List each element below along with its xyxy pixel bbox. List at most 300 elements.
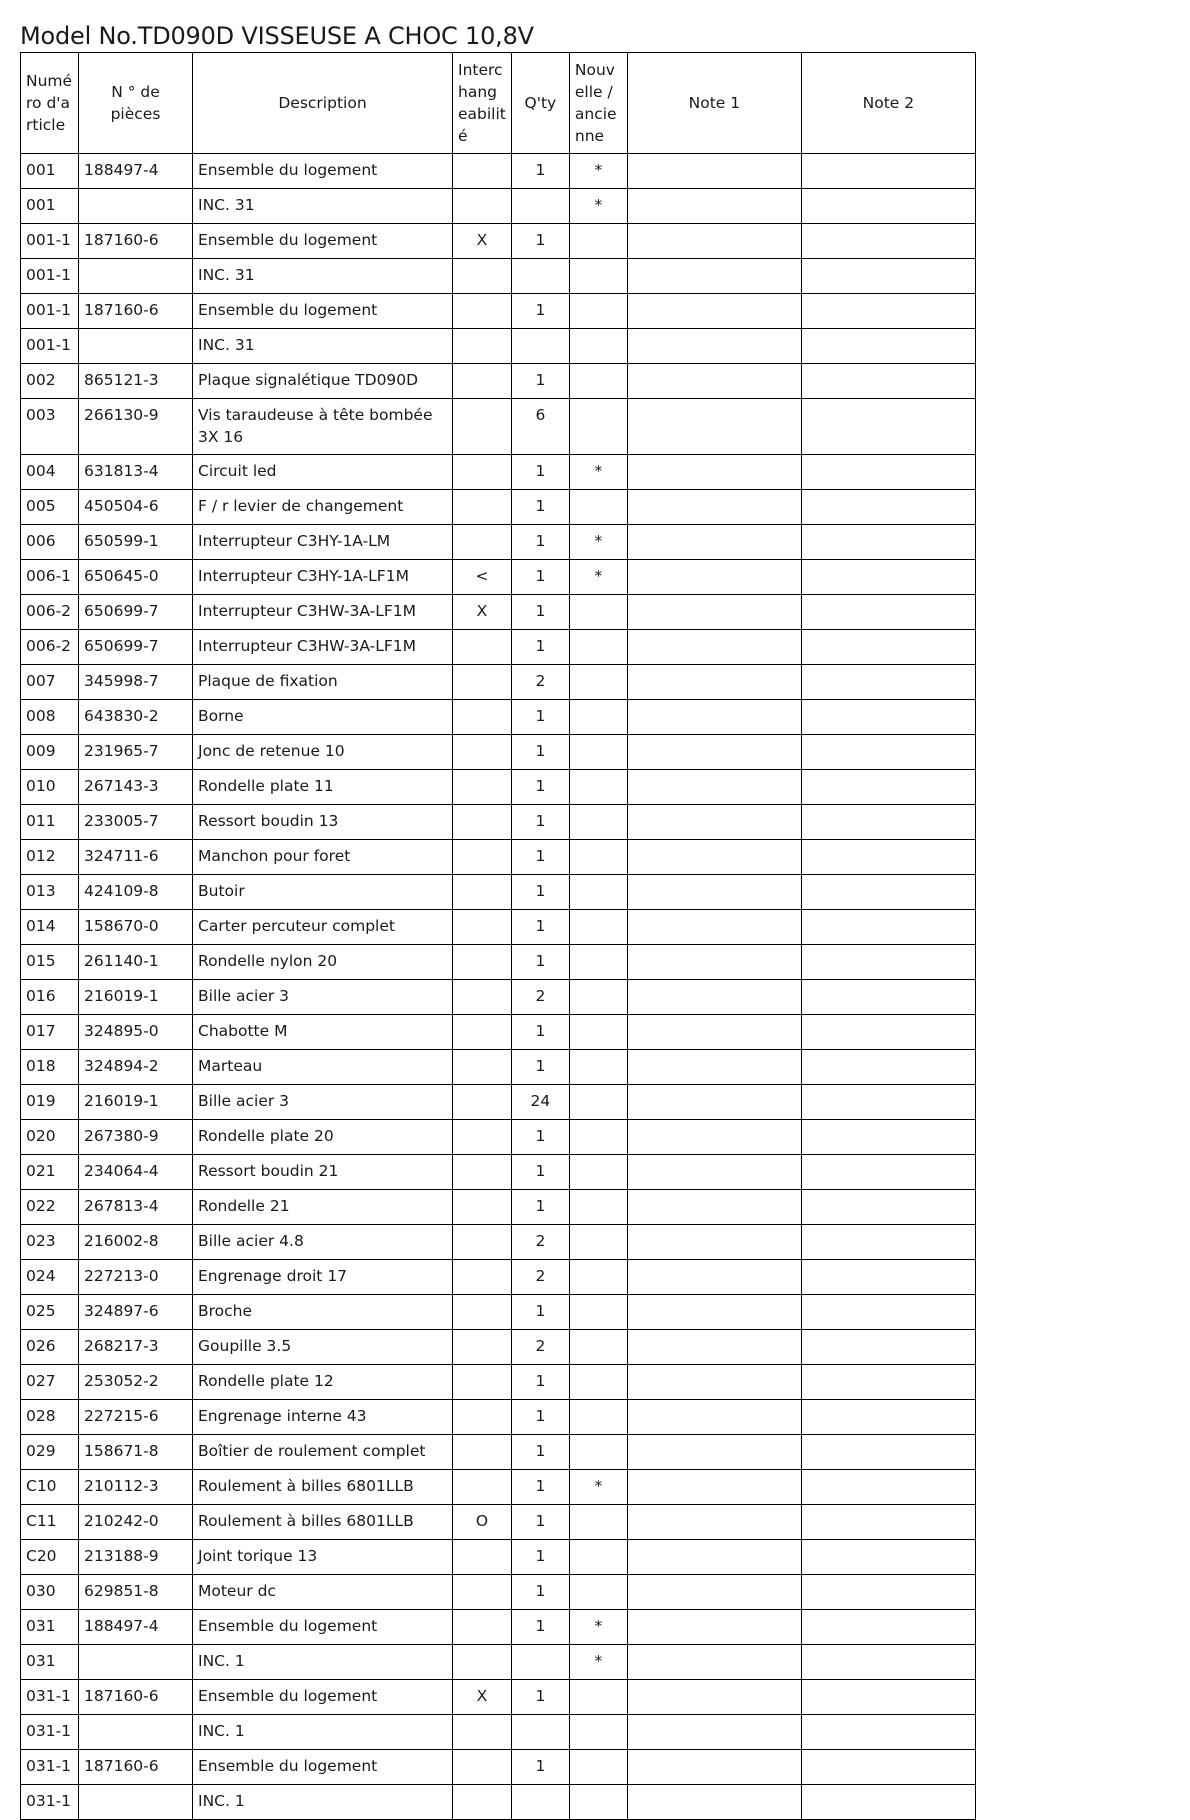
header-interchangeability: Interc hang eabilit é [453, 53, 512, 154]
cell-part-number: 233005-7 [79, 805, 193, 840]
cell-interchangeability [453, 945, 512, 980]
cell-note-2 [801, 1015, 975, 1050]
cell-interchangeability [453, 1540, 512, 1575]
cell-note-2 [801, 805, 975, 840]
cell-item-number: 001-1 [21, 329, 79, 364]
cell-quantity: 1 [511, 875, 569, 910]
cell-item-number: 031-1 [21, 1785, 79, 1820]
cell-part-number: 450504-6 [79, 490, 193, 525]
cell-description: INC. 31 [193, 189, 453, 224]
cell-description: Manchon pour foret [193, 840, 453, 875]
cell-note-2 [801, 840, 975, 875]
cell-note-1 [627, 1260, 801, 1295]
table-row [21, 1120, 976, 1155]
cell-interchangeability [453, 1260, 512, 1295]
cell-item-number: 028 [21, 1400, 79, 1435]
cell-note-2 [801, 1715, 975, 1750]
cell-item-number: 010 [21, 770, 79, 805]
cell-item-number: C11 [21, 1505, 79, 1540]
cell-quantity: 2 [511, 665, 569, 700]
cell-note-1 [627, 595, 801, 630]
table-row [21, 1785, 976, 1820]
cell-interchangeability [453, 1330, 512, 1365]
cell-item-number: 021 [21, 1155, 79, 1190]
table-row [21, 1715, 976, 1750]
cell-interchangeability [453, 735, 512, 770]
cell-new-old [569, 1050, 627, 1085]
cell-note-2 [801, 525, 975, 560]
header-note-1: Note 1 [627, 53, 801, 154]
cell-item-number: 031-1 [21, 1680, 79, 1715]
cell-interchangeability [453, 1750, 512, 1785]
cell-interchangeability [453, 805, 512, 840]
cell-quantity: 1 [511, 595, 569, 630]
table-row [21, 1645, 976, 1680]
cell-interchangeability [453, 1295, 512, 1330]
cell-new-old [569, 1260, 627, 1295]
cell-item-number: 006-2 [21, 630, 79, 665]
cell-item-number: 003 [21, 399, 79, 455]
cell-new-old: * [569, 525, 627, 560]
cell-interchangeability [453, 630, 512, 665]
cell-note-1 [627, 490, 801, 525]
cell-interchangeability [453, 259, 512, 294]
cell-interchangeability [453, 399, 512, 455]
cell-part-number [79, 1645, 193, 1680]
cell-new-old: * [569, 560, 627, 595]
cell-part-number [79, 189, 193, 224]
table-row [21, 1225, 976, 1260]
cell-note-1 [627, 1015, 801, 1050]
table-row [21, 910, 976, 945]
cell-new-old [569, 875, 627, 910]
cell-description: Broche [193, 1295, 453, 1330]
table-row [21, 294, 976, 329]
cell-description: Chabotte M [193, 1015, 453, 1050]
cell-part-number: 650699-7 [79, 630, 193, 665]
table-row [21, 1540, 976, 1575]
cell-description: Circuit led [193, 455, 453, 490]
cell-note-2 [801, 1190, 975, 1225]
cell-part-number: 187160-6 [79, 1680, 193, 1715]
table-row [21, 189, 976, 224]
cell-interchangeability [453, 294, 512, 329]
cell-interchangeability [453, 1610, 512, 1645]
cell-note-1 [627, 1610, 801, 1645]
cell-item-number: 009 [21, 735, 79, 770]
cell-part-number: 643830-2 [79, 700, 193, 735]
cell-note-2 [801, 910, 975, 945]
cell-description: Interrupteur C3HW-3A-LF1M [193, 595, 453, 630]
cell-note-1 [627, 189, 801, 224]
cell-description: Bille acier 3 [193, 1085, 453, 1120]
cell-part-number: 865121-3 [79, 364, 193, 399]
page-title: Model No.TD090D VISSEUSE A CHOC 10,8V [20, 22, 534, 50]
cell-quantity: 1 [511, 805, 569, 840]
table-row [21, 875, 976, 910]
cell-note-2 [801, 875, 975, 910]
cell-quantity: 1 [511, 1015, 569, 1050]
cell-interchangeability [453, 490, 512, 525]
cell-note-2 [801, 490, 975, 525]
cell-note-2 [801, 700, 975, 735]
cell-note-2 [801, 595, 975, 630]
cell-note-2 [801, 1330, 975, 1365]
cell-interchangeability [453, 455, 512, 490]
table-row [21, 1575, 976, 1610]
cell-new-old [569, 1680, 627, 1715]
cell-note-2 [801, 294, 975, 329]
table-row [21, 224, 976, 259]
cell-quantity: 1 [511, 945, 569, 980]
cell-note-2 [801, 1400, 975, 1435]
cell-quantity: 1 [511, 1505, 569, 1540]
cell-new-old [569, 910, 627, 945]
cell-quantity: 1 [511, 1190, 569, 1225]
table-row [21, 595, 976, 630]
cell-item-number: 019 [21, 1085, 79, 1120]
cell-part-number: 216019-1 [79, 1085, 193, 1120]
cell-quantity: 2 [511, 1330, 569, 1365]
cell-description: Rondelle 21 [193, 1190, 453, 1225]
cell-note-1 [627, 770, 801, 805]
cell-quantity [511, 189, 569, 224]
cell-quantity: 1 [511, 224, 569, 259]
cell-part-number: 324711-6 [79, 840, 193, 875]
cell-item-number: 030 [21, 1575, 79, 1610]
cell-quantity: 1 [511, 525, 569, 560]
cell-part-number: 188497-4 [79, 154, 193, 189]
cell-description: Interrupteur C3HY-1A-LM [193, 525, 453, 560]
cell-interchangeability [453, 364, 512, 399]
table-row [21, 1015, 976, 1050]
table-row [21, 399, 976, 455]
cell-note-2 [801, 1295, 975, 1330]
cell-part-number: 324895-0 [79, 1015, 193, 1050]
table-row [21, 1330, 976, 1365]
cell-quantity [511, 1785, 569, 1820]
cell-interchangeability: X [453, 595, 512, 630]
table-row [21, 735, 976, 770]
cell-item-number: 006 [21, 525, 79, 560]
cell-part-number: 650599-1 [79, 525, 193, 560]
cell-quantity: 6 [511, 399, 569, 455]
table-row [21, 1155, 976, 1190]
cell-quantity: 1 [511, 560, 569, 595]
cell-item-number: 022 [21, 1190, 79, 1225]
cell-note-1 [627, 1540, 801, 1575]
cell-part-number: 210242-0 [79, 1505, 193, 1540]
cell-new-old [569, 329, 627, 364]
cell-description: Engrenage interne 43 [193, 1400, 453, 1435]
cell-note-1 [627, 1470, 801, 1505]
cell-item-number: 013 [21, 875, 79, 910]
cell-part-number: 261140-1 [79, 945, 193, 980]
table-row [21, 490, 976, 525]
table-row [21, 259, 976, 294]
cell-description: Ensemble du logement [193, 224, 453, 259]
cell-interchangeability [453, 1435, 512, 1470]
cell-note-1 [627, 1750, 801, 1785]
cell-item-number: 008 [21, 700, 79, 735]
cell-note-1 [627, 1225, 801, 1260]
table-row [21, 770, 976, 805]
cell-item-number: 001-1 [21, 259, 79, 294]
cell-note-2 [801, 1470, 975, 1505]
cell-new-old [569, 364, 627, 399]
cell-description: Ensemble du logement [193, 294, 453, 329]
header-part-number: N ° de pièces [79, 53, 193, 154]
cell-part-number: 650645-0 [79, 560, 193, 595]
cell-quantity: 2 [511, 980, 569, 1015]
cell-new-old [569, 770, 627, 805]
cell-new-old [569, 1015, 627, 1050]
table-row [21, 1365, 976, 1400]
cell-quantity: 1 [511, 910, 569, 945]
table-row [21, 1400, 976, 1435]
cell-note-2 [801, 259, 975, 294]
cell-note-1 [627, 1680, 801, 1715]
cell-description: Ensemble du logement [193, 1750, 453, 1785]
cell-description: Plaque signalétique TD090D [193, 364, 453, 399]
cell-description: Moteur dc [193, 1575, 453, 1610]
cell-note-2 [801, 735, 975, 770]
cell-item-number: 005 [21, 490, 79, 525]
table-row [21, 805, 976, 840]
cell-description: INC. 31 [193, 329, 453, 364]
cell-note-2 [801, 189, 975, 224]
cell-new-old: * [569, 1470, 627, 1505]
cell-new-old [569, 630, 627, 665]
cell-new-old [569, 1330, 627, 1365]
table-row [21, 560, 976, 595]
cell-part-number: 187160-6 [79, 224, 193, 259]
cell-description: Interrupteur C3HY-1A-LF1M [193, 560, 453, 595]
cell-interchangeability [453, 189, 512, 224]
cell-quantity: 1 [511, 1750, 569, 1785]
cell-quantity: 1 [511, 455, 569, 490]
cell-quantity: 1 [511, 1120, 569, 1155]
table-row [21, 1505, 976, 1540]
table-row [21, 840, 976, 875]
cell-item-number: 001 [21, 154, 79, 189]
cell-new-old [569, 840, 627, 875]
cell-note-1 [627, 1785, 801, 1820]
cell-quantity: 1 [511, 1610, 569, 1645]
cell-interchangeability [453, 1365, 512, 1400]
cell-quantity: 1 [511, 1050, 569, 1085]
cell-quantity [511, 1715, 569, 1750]
cell-note-1 [627, 1645, 801, 1680]
table-row [21, 1610, 976, 1645]
cell-quantity: 1 [511, 735, 569, 770]
cell-item-number: 006-2 [21, 595, 79, 630]
cell-new-old [569, 805, 627, 840]
cell-part-number: 267813-4 [79, 1190, 193, 1225]
cell-note-2 [801, 1085, 975, 1120]
table-row [21, 630, 976, 665]
cell-item-number: 011 [21, 805, 79, 840]
cell-description: INC. 1 [193, 1645, 453, 1680]
cell-note-1 [627, 1365, 801, 1400]
cell-new-old [569, 980, 627, 1015]
cell-new-old: * [569, 1610, 627, 1645]
cell-part-number: 234064-4 [79, 1155, 193, 1190]
cell-note-1 [627, 980, 801, 1015]
cell-new-old: * [569, 154, 627, 189]
cell-item-number: C10 [21, 1470, 79, 1505]
cell-part-number: 267143-3 [79, 770, 193, 805]
cell-item-number: 004 [21, 455, 79, 490]
header-new-old: Nouv elle / ancie nne [569, 53, 627, 154]
cell-new-old [569, 1540, 627, 1575]
cell-note-1 [627, 1085, 801, 1120]
cell-note-1 [627, 1330, 801, 1365]
cell-new-old [569, 399, 627, 455]
cell-description: Interrupteur C3HW-3A-LF1M [193, 630, 453, 665]
cell-item-number: 026 [21, 1330, 79, 1365]
cell-new-old [569, 1190, 627, 1225]
table-row [21, 1050, 976, 1085]
cell-part-number [79, 329, 193, 364]
cell-note-2 [801, 1050, 975, 1085]
cell-note-1 [627, 455, 801, 490]
cell-part-number: 424109-8 [79, 875, 193, 910]
cell-quantity: 2 [511, 1260, 569, 1295]
cell-interchangeability: X [453, 224, 512, 259]
cell-note-1 [627, 154, 801, 189]
cell-item-number: 031-1 [21, 1715, 79, 1750]
cell-new-old [569, 595, 627, 630]
header-note-2: Note 2 [801, 53, 975, 154]
cell-new-old [569, 1505, 627, 1540]
cell-description: Bille acier 4.8 [193, 1225, 453, 1260]
cell-description: INC. 1 [193, 1785, 453, 1820]
cell-note-2 [801, 1610, 975, 1645]
cell-part-number: 187160-6 [79, 1750, 193, 1785]
cell-note-1 [627, 735, 801, 770]
cell-interchangeability: O [453, 1505, 512, 1540]
cell-part-number [79, 259, 193, 294]
table-row [21, 525, 976, 560]
cell-quantity: 1 [511, 1470, 569, 1505]
cell-new-old [569, 1435, 627, 1470]
table-row [21, 154, 976, 189]
cell-new-old [569, 700, 627, 735]
cell-note-2 [801, 455, 975, 490]
cell-note-2 [801, 1785, 975, 1820]
cell-item-number: 001-1 [21, 294, 79, 329]
cell-interchangeability [453, 1120, 512, 1155]
cell-part-number: 268217-3 [79, 1330, 193, 1365]
cell-new-old [569, 1085, 627, 1120]
cell-note-2 [801, 1750, 975, 1785]
cell-note-2 [801, 329, 975, 364]
cell-description: F / r levier de changement [193, 490, 453, 525]
cell-new-old [569, 1155, 627, 1190]
cell-description: Ensemble du logement [193, 154, 453, 189]
cell-description: Rondelle plate 20 [193, 1120, 453, 1155]
cell-description: Engrenage droit 17 [193, 1260, 453, 1295]
cell-description: Rondelle plate 12 [193, 1365, 453, 1400]
cell-description: Roulement à billes 6801LLB [193, 1505, 453, 1540]
header-description: Description [193, 53, 453, 154]
cell-note-1 [627, 1715, 801, 1750]
cell-item-number: 014 [21, 910, 79, 945]
cell-note-1 [627, 1435, 801, 1470]
cell-interchangeability [453, 525, 512, 560]
cell-new-old [569, 224, 627, 259]
cell-note-2 [801, 1260, 975, 1295]
cell-note-1 [627, 294, 801, 329]
cell-part-number: 227213-0 [79, 1260, 193, 1295]
cell-item-number: 020 [21, 1120, 79, 1155]
cell-note-2 [801, 1645, 975, 1680]
cell-interchangeability [453, 1470, 512, 1505]
cell-note-1 [627, 700, 801, 735]
cell-new-old [569, 945, 627, 980]
cell-note-1 [627, 665, 801, 700]
cell-item-number: 007 [21, 665, 79, 700]
table-row [21, 945, 976, 980]
cell-quantity: 1 [511, 1575, 569, 1610]
cell-description: Rondelle nylon 20 [193, 945, 453, 980]
table-row [21, 980, 976, 1015]
cell-part-number: 231965-7 [79, 735, 193, 770]
cell-note-1 [627, 630, 801, 665]
table-row [21, 1750, 976, 1785]
table-row [21, 455, 976, 490]
table-header-row [21, 53, 976, 154]
cell-description: Rondelle plate 11 [193, 770, 453, 805]
cell-item-number: 017 [21, 1015, 79, 1050]
cell-note-2 [801, 665, 975, 700]
cell-note-2 [801, 630, 975, 665]
cell-part-number [79, 1785, 193, 1820]
table-row [21, 1295, 976, 1330]
cell-note-1 [627, 1155, 801, 1190]
cell-quantity: 24 [511, 1085, 569, 1120]
cell-part-number: 267380-9 [79, 1120, 193, 1155]
cell-new-old [569, 1120, 627, 1155]
cell-part-number: 188497-4 [79, 1610, 193, 1645]
cell-interchangeability [453, 1575, 512, 1610]
cell-new-old [569, 1715, 627, 1750]
cell-interchangeability [453, 910, 512, 945]
cell-part-number: 324894-2 [79, 1050, 193, 1085]
cell-new-old [569, 665, 627, 700]
cell-note-1 [627, 1295, 801, 1330]
parts-table-body [21, 154, 976, 1820]
cell-part-number: 227215-6 [79, 1400, 193, 1435]
cell-quantity: 1 [511, 294, 569, 329]
table-row [21, 329, 976, 364]
cell-interchangeability [453, 1715, 512, 1750]
cell-interchangeability [453, 154, 512, 189]
table-row [21, 1085, 976, 1120]
cell-note-1 [627, 1575, 801, 1610]
cell-interchangeability: < [453, 560, 512, 595]
cell-description: Roulement à billes 6801LLB [193, 1470, 453, 1505]
cell-interchangeability [453, 700, 512, 735]
cell-note-2 [801, 1435, 975, 1470]
cell-note-1 [627, 945, 801, 980]
cell-note-2 [801, 1680, 975, 1715]
cell-note-2 [801, 1120, 975, 1155]
cell-note-2 [801, 364, 975, 399]
cell-interchangeability [453, 1155, 512, 1190]
cell-quantity: 1 [511, 154, 569, 189]
